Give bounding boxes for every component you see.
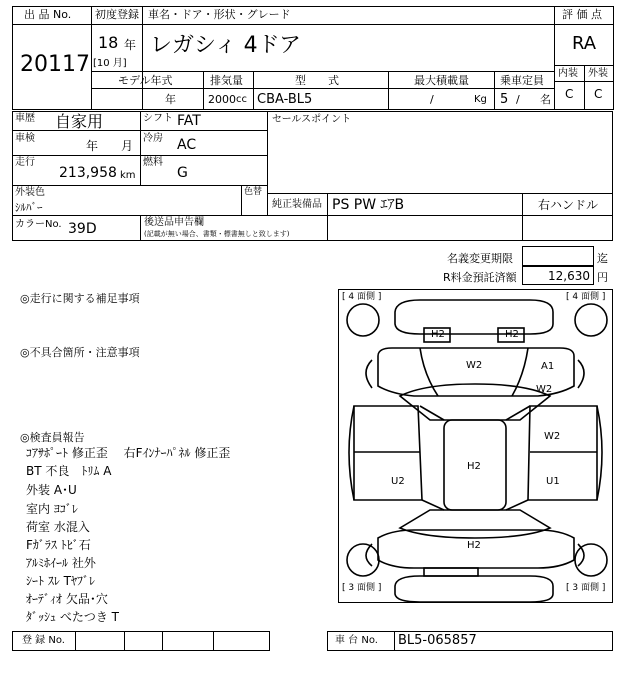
wheel-front-left <box>347 304 379 336</box>
interior-grade-label: 内装 <box>558 68 578 79</box>
license-plate-rear <box>424 568 478 576</box>
history-value: 自家用 <box>55 112 104 131</box>
max-load-unit: Kg <box>474 94 487 105</box>
chassis-number-label: 車 台 No. <box>335 635 378 646</box>
handle-value: 右ハンドル <box>538 198 599 212</box>
damage-mark-h2-trunk: H2 <box>467 540 481 551</box>
mileage-label: 走行 <box>15 157 35 168</box>
ac-value: AC <box>177 137 197 153</box>
first-registration-year: 18 <box>98 33 119 52</box>
rear-fender-left <box>366 544 372 566</box>
driving-notes-title: ◎走行に関する補足事項 <box>20 292 140 305</box>
wheel-rear-right <box>575 544 607 576</box>
color-number-label: カラーNo. <box>15 219 62 230</box>
corner-label-bottom-right: [ 3 面側 ] <box>566 583 606 593</box>
damage-mark-a1-front-right: A1 <box>541 361 555 372</box>
model-year-unit: 年 <box>165 93 176 106</box>
inspector-report-title: ◎検査員報告 <box>20 431 85 444</box>
damage-mark-w2-right-side: W2 <box>544 431 561 442</box>
list-item: 室内 ﾖｺﾞﾚ <box>26 502 78 516</box>
history-label: 車歴 <box>15 113 35 124</box>
equipment-label: 純正装備品 <box>272 199 322 210</box>
capacity-separator: / <box>516 93 520 106</box>
sales-point-label: セールスポイント <box>272 114 352 125</box>
rear-window <box>400 510 550 538</box>
rear-fender-right <box>578 544 584 566</box>
type-label: 型 式 <box>295 74 339 87</box>
inspection-year-unit: 年 <box>86 139 99 153</box>
max-load-value: / <box>430 93 434 106</box>
exterior-color-value: ｼﾙﾊﾞｰ <box>15 201 43 214</box>
first-registration-month: [10 月] <box>93 58 127 69</box>
list-item: ｵｰﾃﾞｨｵ 欠品･穴 <box>26 592 108 606</box>
docs-note: (記載が無い場合、書類・標書無しと致します) <box>144 230 290 238</box>
defects-notes-title: ◎不具合箇所・注意事項 <box>20 346 140 359</box>
equipment-value: PS PW ｴｱB <box>332 197 405 213</box>
recycle-fee-unit: 円 <box>597 271 608 284</box>
capacity-value: 5 <box>500 92 509 107</box>
max-load-label: 最大積載量 <box>414 74 469 87</box>
rear-bumper <box>395 576 553 602</box>
list-item: ｺｱｻﾎﾟｰﾄ 修正歪 右Fｲﾝﾅｰﾊﾟﾈﾙ 修正歪 <box>26 446 231 460</box>
name-change-unit: 迄 <box>597 252 608 265</box>
windshield <box>400 384 553 420</box>
displacement-unit: cc <box>236 94 247 105</box>
inspection-month-unit: 月 <box>121 139 134 153</box>
list-item: ﾀﾞｯｼｭ べたつき T <box>26 610 119 624</box>
front-bumper <box>395 300 553 334</box>
capacity-label: 乗車定員 <box>500 74 544 87</box>
damage-mark-u2-left: U2 <box>391 476 405 487</box>
front-fender-left <box>366 360 372 388</box>
type-value: CBA-BL5 <box>257 92 313 107</box>
inspection-label: 車検 <box>15 133 35 144</box>
wheel-rear-left <box>347 544 379 576</box>
color-number-value: 39D <box>68 221 97 237</box>
recycle-fee-label: R料金預託済額 <box>443 271 517 284</box>
capacity-unit: 名 <box>540 93 551 106</box>
exterior-color-label: 外装色 <box>15 187 45 198</box>
displacement-label: 排気量 <box>210 74 243 87</box>
color-change-label: 色替 <box>244 187 263 197</box>
year-unit: 年 <box>124 38 137 52</box>
a-pillar-right <box>506 406 530 420</box>
registration-number-label: 登 録 No. <box>22 635 65 646</box>
list-item: ｱﾙﾐﾎｲｰﾙ 社外 <box>26 556 96 570</box>
list-item: Fｶﾞﾗｽ ﾄﾋﾞ石 <box>26 538 91 552</box>
damage-mark-h2-roof: H2 <box>467 461 481 472</box>
wheel-front-right <box>575 304 607 336</box>
displacement-value: 2000 <box>208 93 236 106</box>
exterior-grade-label: 外装 <box>588 68 608 79</box>
chassis-number-value: BL5-065857 <box>398 633 477 648</box>
ac-label: 冷房 <box>143 133 163 144</box>
docs-label: 後送品申告欄 <box>144 217 204 228</box>
mileage-unit: km <box>120 170 136 181</box>
shift-label: シフト <box>143 113 173 124</box>
car-name: レガシィ 4ドア <box>150 33 302 58</box>
c-pillar-right <box>506 500 528 510</box>
fuel-label: 燃料 <box>143 157 163 168</box>
list-item: BT 不良 ﾄﾘﾑ A <box>26 464 112 478</box>
front-fender-right <box>578 360 584 388</box>
a-pillar-left <box>420 406 444 420</box>
name-change-label: 名義変更期限 <box>447 252 513 265</box>
shift-value: FAT <box>177 113 201 129</box>
overall-grade: RA <box>572 33 597 54</box>
damage-mark-w2-front-right: W2 <box>536 384 553 395</box>
fuel-value: G <box>177 165 188 181</box>
list-item: 外装 A･U <box>26 483 77 497</box>
damage-mark-u1-right: U1 <box>546 476 560 487</box>
interior-grade: C <box>565 87 574 101</box>
recycle-fee-value: 12,630 <box>548 269 590 283</box>
lot-number: 20117 <box>20 52 90 77</box>
left-side-panel <box>354 406 422 500</box>
corner-label-bottom-left: [ 3 面側 ] <box>342 583 382 593</box>
model-year-label: モデル年式 <box>118 74 173 87</box>
lot-label: 出 品 No. <box>24 8 72 21</box>
mileage-value: 213,958 <box>59 165 117 181</box>
grade-label: 評 価 点 <box>562 8 602 21</box>
damage-mark-h2-front-right: H2 <box>505 329 519 340</box>
corner-label-top-left: [ 4 面側 ] <box>342 292 382 302</box>
first-registration-label: 初度登録 <box>95 8 139 21</box>
c-pillar-left <box>422 500 444 510</box>
damage-mark-h2-front-left: H2 <box>431 329 445 340</box>
damage-mark-w2-windshield: W2 <box>466 360 483 371</box>
list-item: 荷室 水混入 <box>26 520 90 534</box>
car-name-label: 車名・ドア・形状・グレード <box>148 8 291 21</box>
list-item: ｼｰﾄ ｽﾚ Tﾔﾌﾞﾚ <box>26 574 95 588</box>
right-side-panel <box>528 406 597 500</box>
corner-label-top-right: [ 4 面側 ] <box>566 292 606 302</box>
exterior-grade: C <box>594 87 603 101</box>
